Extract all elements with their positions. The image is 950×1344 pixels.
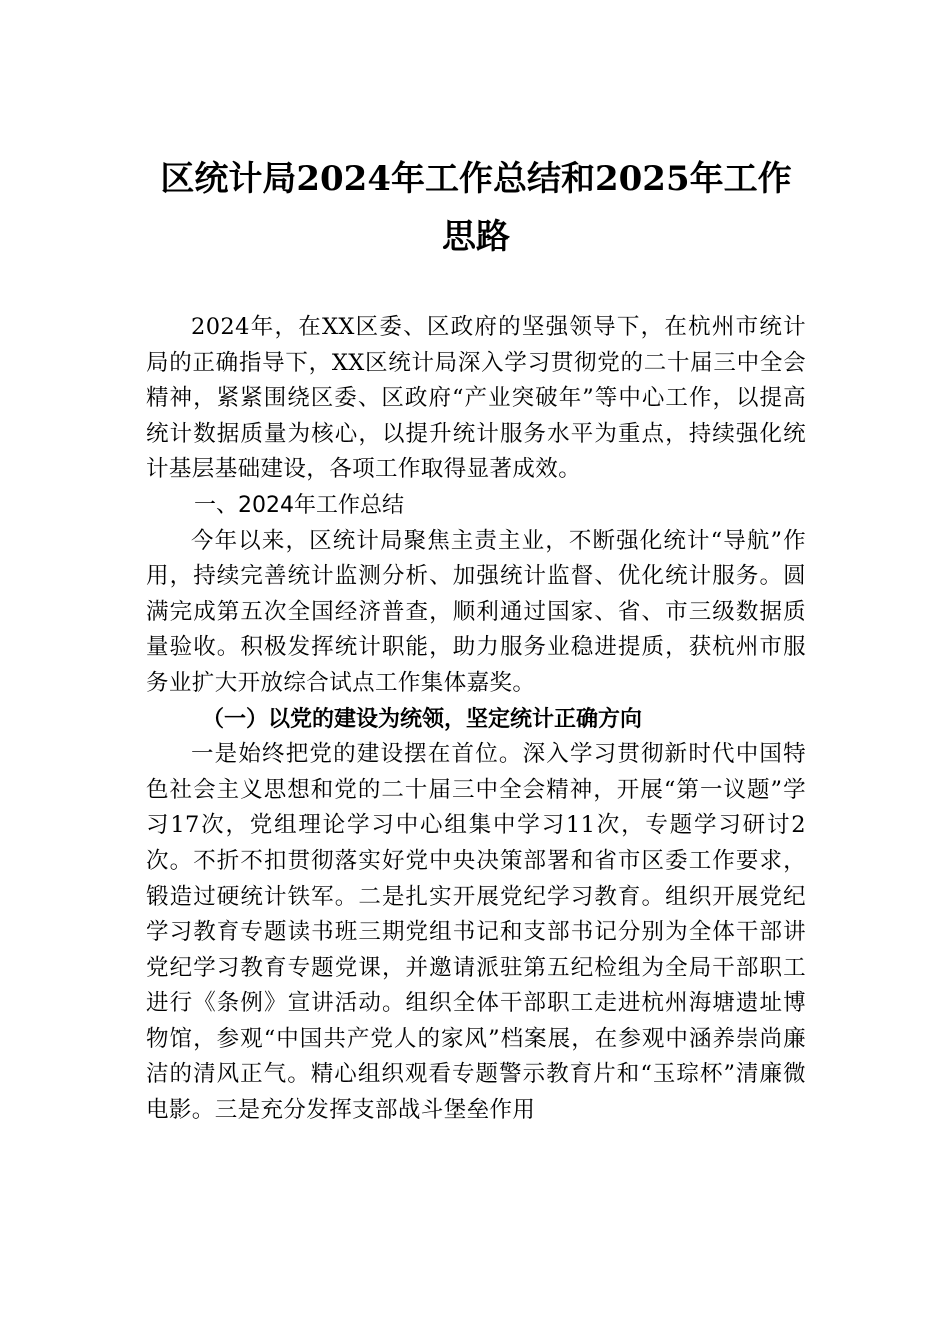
intro-paragraph: 2024年，在XX区委、区政府的坚强领导下，在杭州市统计局的正确指导下，XX区统计局深入学习贯彻党的二十届三中全会精神，紧紧围绕区委、区政府“产业突破年”等中心工作，以提高统计数据质量为核心，以提升统计服务水平为重点，持续强化统计基层基础建设，各项工作取得显著成效。 bbox=[146, 314, 806, 483]
document-page bbox=[146, 150, 806, 1129]
subsection-heading-1: （一）以党的建设为统领，坚定统计正确方向 bbox=[202, 705, 643, 732]
document-title: 区统计局2024年工作总结和2025年工作思路 bbox=[160, 159, 792, 257]
section-heading-1: 一、2024年工作总结 bbox=[194, 492, 404, 518]
party-building-paragraph: 一是始终把党的建设摆在首位。深入学习贯彻新时代中国特色社会主义思想和党的二十届三中全会精神，开展“第一议题”学习17次，党组理论学习中心组集中学习11次，专题学习研讨2次。不折不扣贯彻落实好党中央决策部署和省市区委工作要求，锻造过硬统计铁军。二是扎实开展党纪学习教育。组织开展党纪学习教育专题读书班三期党组书记和支部书记分别为全体干部讲党纪学习教育专题党课，并邀请派驻第五纪检组为全局干部职工进行《条例》宣讲活动。组织全体干部职工走进杭州海塘遗址博物馆，参观“中国共产党人的家风”档案展，在参观中涵养崇尚廉洁的清风正气。精心组织观看专题警示教育片和“玉琮杯”清廉微电影。三是充分发挥支部战斗堡垒作用 bbox=[146, 741, 806, 1124]
summary-paragraph: 今年以来，区统计局聚焦主责主业，不断强化统计“导航”作用，持续完善统计监测分析、加强统计监督、优化统计服务。圆满完成第五次全国经济普查，顺利通过国家、省、市三级数据质量验收。积极发挥统计职能，助力服务业稳进提质，获杭州市服务业扩大开放综合试点工作集体嘉奖。 bbox=[146, 527, 806, 696]
document-body bbox=[146, 310, 806, 1129]
